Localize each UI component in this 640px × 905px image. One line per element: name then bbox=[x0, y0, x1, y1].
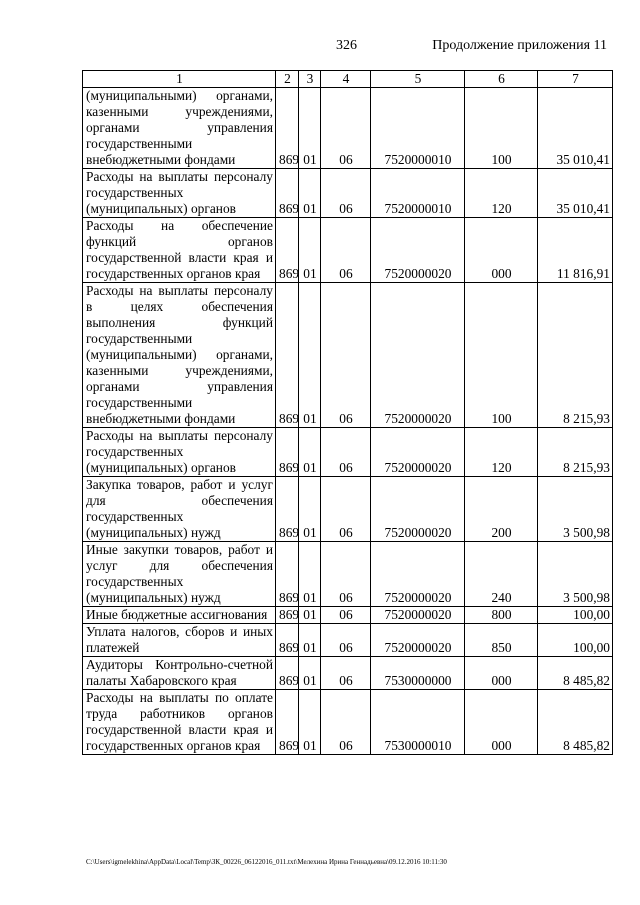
table-row bbox=[83, 88, 613, 169]
expense-name-cell: Расходы на выплаты персоналу государственных (муниципальных) органов bbox=[83, 428, 276, 477]
table-row bbox=[83, 428, 613, 477]
target-article-cell: 7520000010 bbox=[371, 88, 465, 169]
section-code-cell: 01 bbox=[299, 428, 321, 477]
expense-type-cell: 240 bbox=[465, 542, 538, 607]
section-code-cell: 01 bbox=[299, 169, 321, 218]
section-code-cell: 01 bbox=[299, 88, 321, 169]
expense-name-cell: Расходы на обеспечение функций органов государственной власти края и государственных органов края bbox=[83, 218, 276, 283]
subsection-code-cell: 06 bbox=[321, 607, 371, 624]
expense-name-cell: Иные закупки товаров, работ и услуг для обеспечения государственных (муниципальных) нужд bbox=[83, 542, 276, 607]
column-header: 5 bbox=[371, 71, 465, 88]
section-code-cell: 01 bbox=[299, 542, 321, 607]
amount-cell: 8 215,93 bbox=[538, 428, 613, 477]
budget-table bbox=[82, 70, 613, 755]
column-header: 3 bbox=[299, 71, 321, 88]
expense-name-cell: Уплата налогов, сборов и иных платежей bbox=[83, 624, 276, 657]
file-path-footer: C:\Users\igmelekhina\AppData\Local\Temp\ЗК_00226_06122016_011.txt\Мелехина Ирина Геннадьевна\09.12.2016 10:11:30 bbox=[86, 858, 447, 866]
table-row bbox=[83, 690, 613, 755]
amount-cell: 11 816,91 bbox=[538, 218, 613, 283]
amount-cell: 8 485,82 bbox=[538, 657, 613, 690]
column-header: 1 bbox=[83, 71, 276, 88]
section-code-cell: 01 bbox=[299, 218, 321, 283]
amount-cell: 35 010,41 bbox=[538, 88, 613, 169]
ministry-code-cell: 869 bbox=[276, 218, 299, 283]
amount-cell: 100,00 bbox=[538, 624, 613, 657]
ministry-code-cell: 869 bbox=[276, 690, 299, 755]
target-article-cell: 7520000010 bbox=[371, 169, 465, 218]
column-header: 2 bbox=[276, 71, 299, 88]
ministry-code-cell: 869 bbox=[276, 657, 299, 690]
amount-cell: 8 485,82 bbox=[538, 690, 613, 755]
section-code-cell: 01 bbox=[299, 607, 321, 624]
subsection-code-cell: 06 bbox=[321, 169, 371, 218]
expense-name-cell: Расходы на выплаты персоналу в целях обеспечения выполнения функций государственными (муниципальными) органами, казенными учреждениями, органами управления государственными внебюджетными фондами bbox=[83, 283, 276, 428]
section-code-cell: 01 bbox=[299, 657, 321, 690]
subsection-code-cell: 06 bbox=[321, 218, 371, 283]
expense-name-cell: Расходы на выплаты персоналу государственных (муниципальных) органов bbox=[83, 169, 276, 218]
expense-name-cell: Расходы на выплаты по оплате труда работников органов государственной власти края и государственных органов края bbox=[83, 690, 276, 755]
ministry-code-cell: 869 bbox=[276, 169, 299, 218]
target-article-cell: 7520000020 bbox=[371, 607, 465, 624]
expense-type-cell: 120 bbox=[465, 428, 538, 477]
ministry-code-cell: 869 bbox=[276, 283, 299, 428]
expense-type-cell: 100 bbox=[465, 88, 538, 169]
expense-type-cell: 800 bbox=[465, 607, 538, 624]
amount-cell: 100,00 bbox=[538, 607, 613, 624]
ministry-code-cell: 869 bbox=[276, 542, 299, 607]
expense-type-cell: 120 bbox=[465, 169, 538, 218]
table-row bbox=[83, 283, 613, 428]
subsection-code-cell: 06 bbox=[321, 624, 371, 657]
expense-type-cell: 200 bbox=[465, 477, 538, 542]
column-header: 6 bbox=[465, 71, 538, 88]
subsection-code-cell: 06 bbox=[321, 477, 371, 542]
table-header-row bbox=[83, 71, 613, 88]
section-code-cell: 01 bbox=[299, 283, 321, 428]
ministry-code-cell: 869 bbox=[276, 428, 299, 477]
target-article-cell: 7520000020 bbox=[371, 218, 465, 283]
expense-name-cell: Закупка товаров, работ и услуг для обеспечения государственных (муниципальных) нужд bbox=[83, 477, 276, 542]
target-article-cell: 7520000020 bbox=[371, 624, 465, 657]
subsection-code-cell: 06 bbox=[321, 690, 371, 755]
ministry-code-cell: 869 bbox=[276, 624, 299, 657]
ministry-code-cell: 869 bbox=[276, 88, 299, 169]
target-article-cell: 7530000000 bbox=[371, 657, 465, 690]
table-row bbox=[83, 218, 613, 283]
subsection-code-cell: 06 bbox=[321, 283, 371, 428]
expense-type-cell: 000 bbox=[465, 690, 538, 755]
expense-type-cell: 000 bbox=[465, 657, 538, 690]
page-number: 326 bbox=[336, 38, 357, 53]
section-code-cell: 01 bbox=[299, 624, 321, 657]
amount-cell: 8 215,93 bbox=[538, 283, 613, 428]
expense-name-cell: Аудиторы Контрольно-счетной палаты Хабаровского края bbox=[83, 657, 276, 690]
target-article-cell: 7520000020 bbox=[371, 283, 465, 428]
expense-name-cell: (муниципальными) органами, казенными учреждениями, органами управления государственными внебюджетными фондами bbox=[83, 88, 276, 169]
target-article-cell: 7520000020 bbox=[371, 428, 465, 477]
section-code-cell: 01 bbox=[299, 690, 321, 755]
subsection-code-cell: 06 bbox=[321, 428, 371, 477]
table-row bbox=[83, 542, 613, 607]
expense-name-cell: Иные бюджетные ассигнования bbox=[83, 607, 276, 624]
table-row bbox=[83, 169, 613, 218]
target-article-cell: 7520000020 bbox=[371, 542, 465, 607]
target-article-cell: 7530000010 bbox=[371, 690, 465, 755]
subsection-code-cell: 06 bbox=[321, 88, 371, 169]
section-code-cell: 01 bbox=[299, 477, 321, 542]
ministry-code-cell: 869 bbox=[276, 607, 299, 624]
subsection-code-cell: 06 bbox=[321, 542, 371, 607]
amount-cell: 35 010,41 bbox=[538, 169, 613, 218]
target-article-cell: 7520000020 bbox=[371, 477, 465, 542]
expense-type-cell: 100 bbox=[465, 283, 538, 428]
table-row bbox=[83, 624, 613, 657]
table-row bbox=[83, 607, 613, 624]
appendix-continuation-title: Продолжение приложения 11 bbox=[432, 38, 607, 53]
subsection-code-cell: 06 bbox=[321, 657, 371, 690]
table-row bbox=[83, 657, 613, 690]
ministry-code-cell: 869 bbox=[276, 477, 299, 542]
table-row bbox=[83, 477, 613, 542]
amount-cell: 3 500,98 bbox=[538, 477, 613, 542]
column-header: 7 bbox=[538, 71, 613, 88]
expense-type-cell: 000 bbox=[465, 218, 538, 283]
expense-type-cell: 850 bbox=[465, 624, 538, 657]
amount-cell: 3 500,98 bbox=[538, 542, 613, 607]
column-header: 4 bbox=[321, 71, 371, 88]
